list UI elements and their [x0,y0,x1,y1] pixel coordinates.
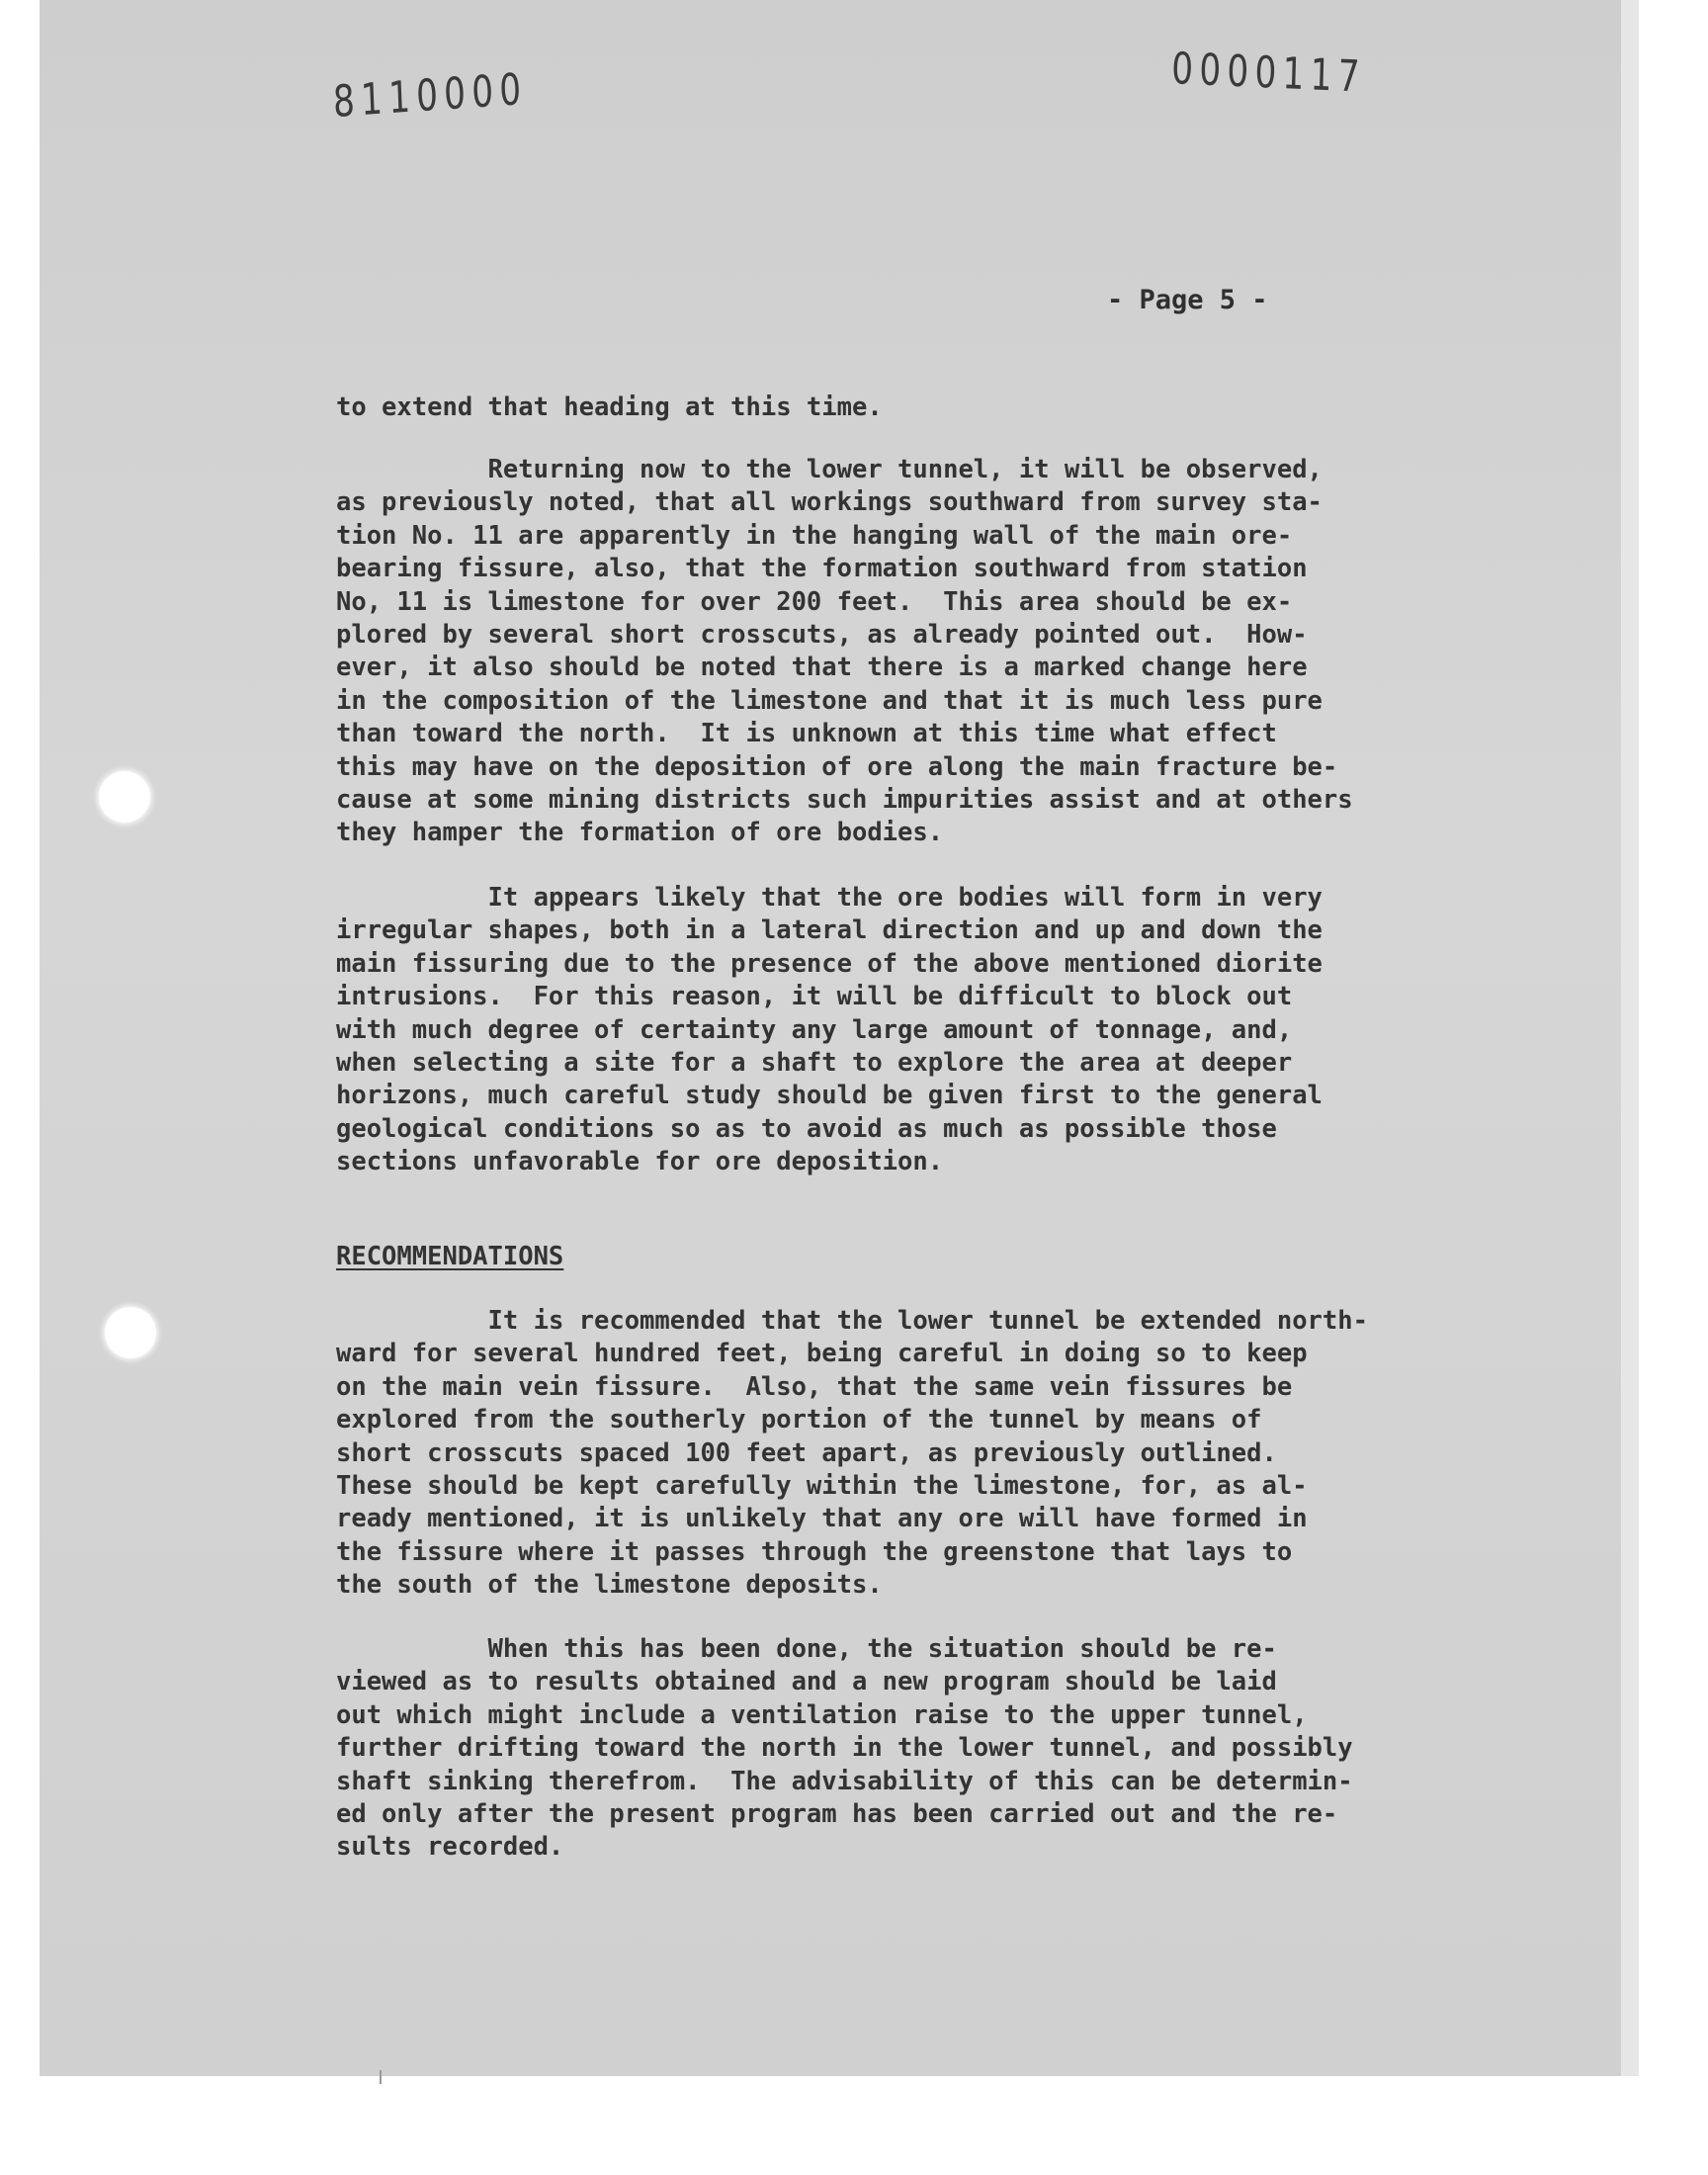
paragraph-recommendation-tunnel: It is recommended that the lower tunnel be extended north- ward for several hundred feet, being careful in doing so to keep on the main vein fissure. Also, that the same vein fissures be explored from the southerly portion of the tunnel by means of short crosscuts spaced 100 feet apart, as previously outlined. These should be kept carefully within the limestone, for, as al- ready mentioned, it is unlikely that any ore will have formed in the fissure where it passes through the greenstone that lays to the south of the limestone deposits. [336,1306,1368,1601]
paragraph-continuation: to extend that heading at this time. [336,392,883,422]
section-heading-recommendations: RECOMMENDATIONS [336,1242,564,1271]
scan-mark [380,2070,382,2084]
page-edge-strip [1621,0,1639,2076]
stamp-number-right: 0000117 [1170,44,1367,103]
punch-hole-lower [105,1307,156,1358]
paragraph-ore-bodies: It appears likely that the ore bodies will form in very irregular shapes, both in a lateral direction and up and down the main fissuring due to the presence of the above mentioned diorite intrusions. For this reason, it will be difficult to block out with much degree of certainty any large amount of tonnage, and, when selecting a site for a shaft to explore the area at deeper horizons, much careful study should be given first to the general geological conditions so as to avoid as much as possible those sections unfavorable for ore deposition. [336,883,1323,1177]
punch-hole-upper [99,771,150,823]
stamp-number-left: 8110000 [332,63,529,128]
paragraph-recommendation-program: When this has been done, the situation should be re- viewed as to results obtained and a new program should be laid out which might include a ventilation raise to the upper tunnel, further drifting toward the north in the lower tunnel, and possibly shaft sinking therefrom. The advisability of this can be determin- ed only after the present program has been carried out and the re- sults recorded. [336,1634,1353,1863]
page-number: - Page 5 - [1107,285,1268,315]
paragraph-lower-tunnel: Returning now to the lower tunnel, it will be observed, as previously noted, that all workings southward from survey sta- tion No. 11 are apparently in the hanging wall of the main ore- bearing fissure, also, that the formation southward from station No, 11 is limestone for over 200 feet. This area should be ex- plored by several short crosscuts, as already pointed out. How- ever, it also should be noted that there is a marked change here in the composition of the limestone and that it is much less pure than toward the north. It is unknown at this time what effect this may have on the deposition of ore along the main fracture be- cause at some mining districts such impurities assist and at others they hamper the formation of ore bodies. [336,455,1353,848]
